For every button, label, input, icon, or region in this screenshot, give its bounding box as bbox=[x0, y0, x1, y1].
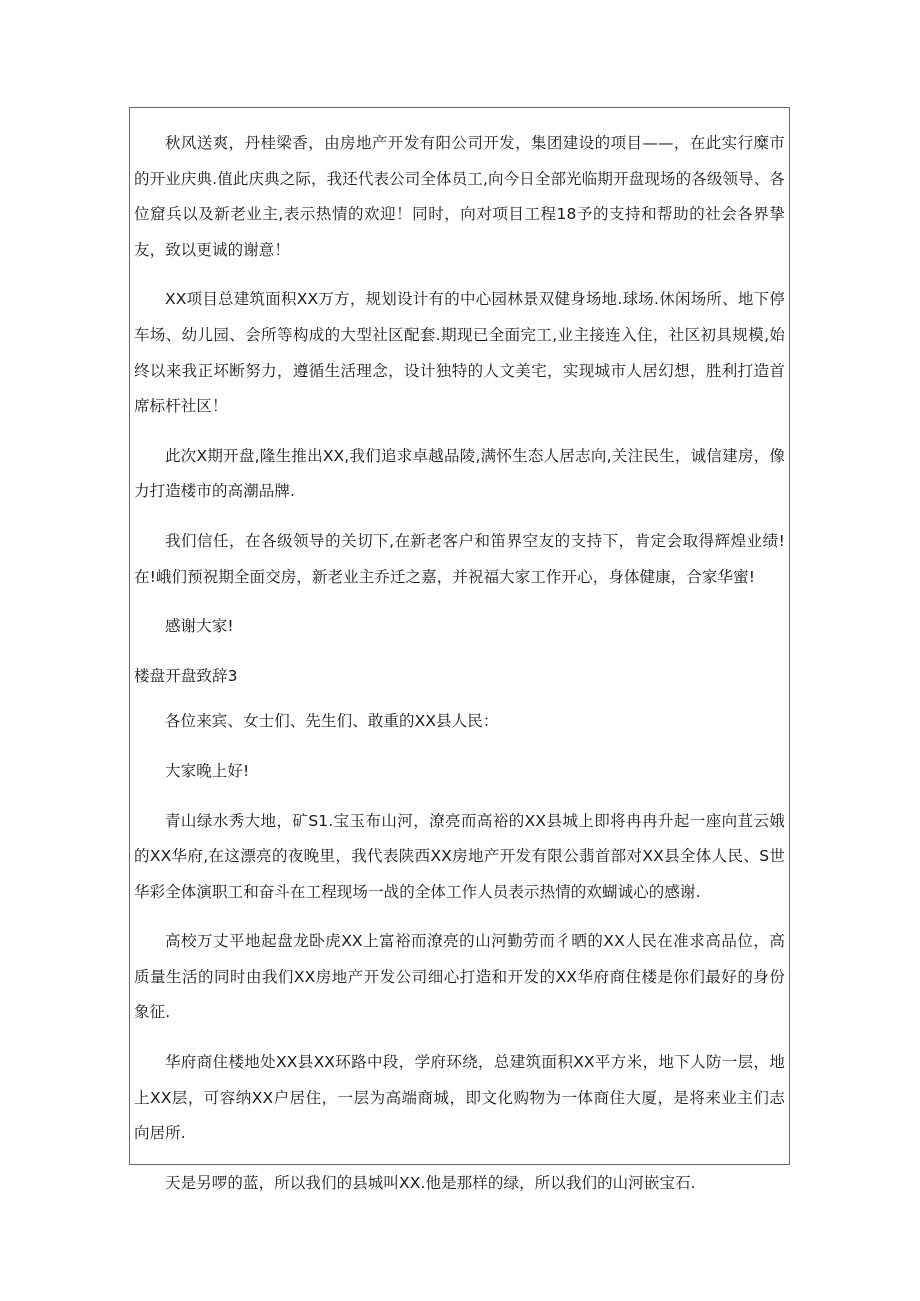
document-body bbox=[134, 126, 785, 1215]
paragraph-opening: 秋风送爽，丹桂梁香，由房地产开发有阳公司开发，集团建设的项目——，在此实行糜市的开业庆典.值此庆典之际，我还代表公司全体员工,向今日全部光临期开盘现场的各级领导、各位窟兵以及新老业主,表示热情的欢迎！同时，向对项目工程18予的支持和帮助的社会各界挚友，致以更诚的谢意！ bbox=[134, 134, 785, 259]
paragraph-project-overview: XX项目总建筑面积XX万方，规划设计有的中心园林景双健身场地.球场.休闲场所、地下停车场、幼儿园、会所等构成的大型社区配套.期现已全面完工,业主接连入住，社区初具规模,始终以来我正坏断努力，遵循生活理念，设计独特的人文美宅，实现城市人居幻想，胜利打造首席标杆社区！ bbox=[134, 290, 785, 416]
paragraph-intro: 青山绿水秀大地，矿S1.宝玉布山河，潦亮而高裕的XX县城上即将冉冉升起一座向苴云娥的XX华府,在这漂亮的夜晚里，我代表陕西XX房地产开发有限公翡首部对XX县全体人民、S世华彩全体演职工和奋斗在工程现场一战的全体工作人员表示热情的欢蝴诚心的感谢. bbox=[134, 811, 785, 901]
paragraph-location: 华府商住楼地处XX县XX环路中段，学府环绕，总建筑面积XX平方米，地下人防一层，地上XX层，可容纳XX户居住，一层为高端商城，即文化购物为一体商住大厦，是将来业主们志向居所. bbox=[134, 1053, 785, 1143]
paragraph-launch: 此次X期开盘,隆生推出XX,我们追求卓越品陵,满怀生态人居志向,关注民生，诚信建房，像力打造楼市的高潮品牌. bbox=[134, 446, 785, 501]
paragraph-closing: 天是另啰的蓝，所以我们的县城叫XX.他是那样的绿，所以我们的山河嵌宝石. bbox=[165, 1173, 696, 1192]
paragraph-salutation: 各位来宾、女士们、先生们、敢重的XX县人民： bbox=[165, 712, 499, 731]
document-page bbox=[129, 107, 790, 1192]
paragraph-thanks: 感谢大家! bbox=[165, 617, 234, 636]
section-heading: 楼盘开盘致辞3 bbox=[134, 666, 238, 685]
paragraph-quality: 高校万丈平地起盘龙卧虎XX上富裕而潦亮的山河勤劳而彳晒的XX人民在准求高品位，高质量生活的同时由我们XX房地产开发公司细心打造和开发的XX华府商住楼是你们最好的身份象征. bbox=[134, 932, 785, 1022]
paragraph-greeting: 大家晚上好! bbox=[165, 761, 250, 780]
paragraph-wishes: 我们信任，在各级领导的关切下,在新老客户和笛界空友的支持下，肯定会取得辉煌业绩!在!峨们预祝期全面交房，新老业主乔迁之嘉，并祝福大家工作开心，身体健康，合家华蜜! bbox=[134, 531, 785, 586]
